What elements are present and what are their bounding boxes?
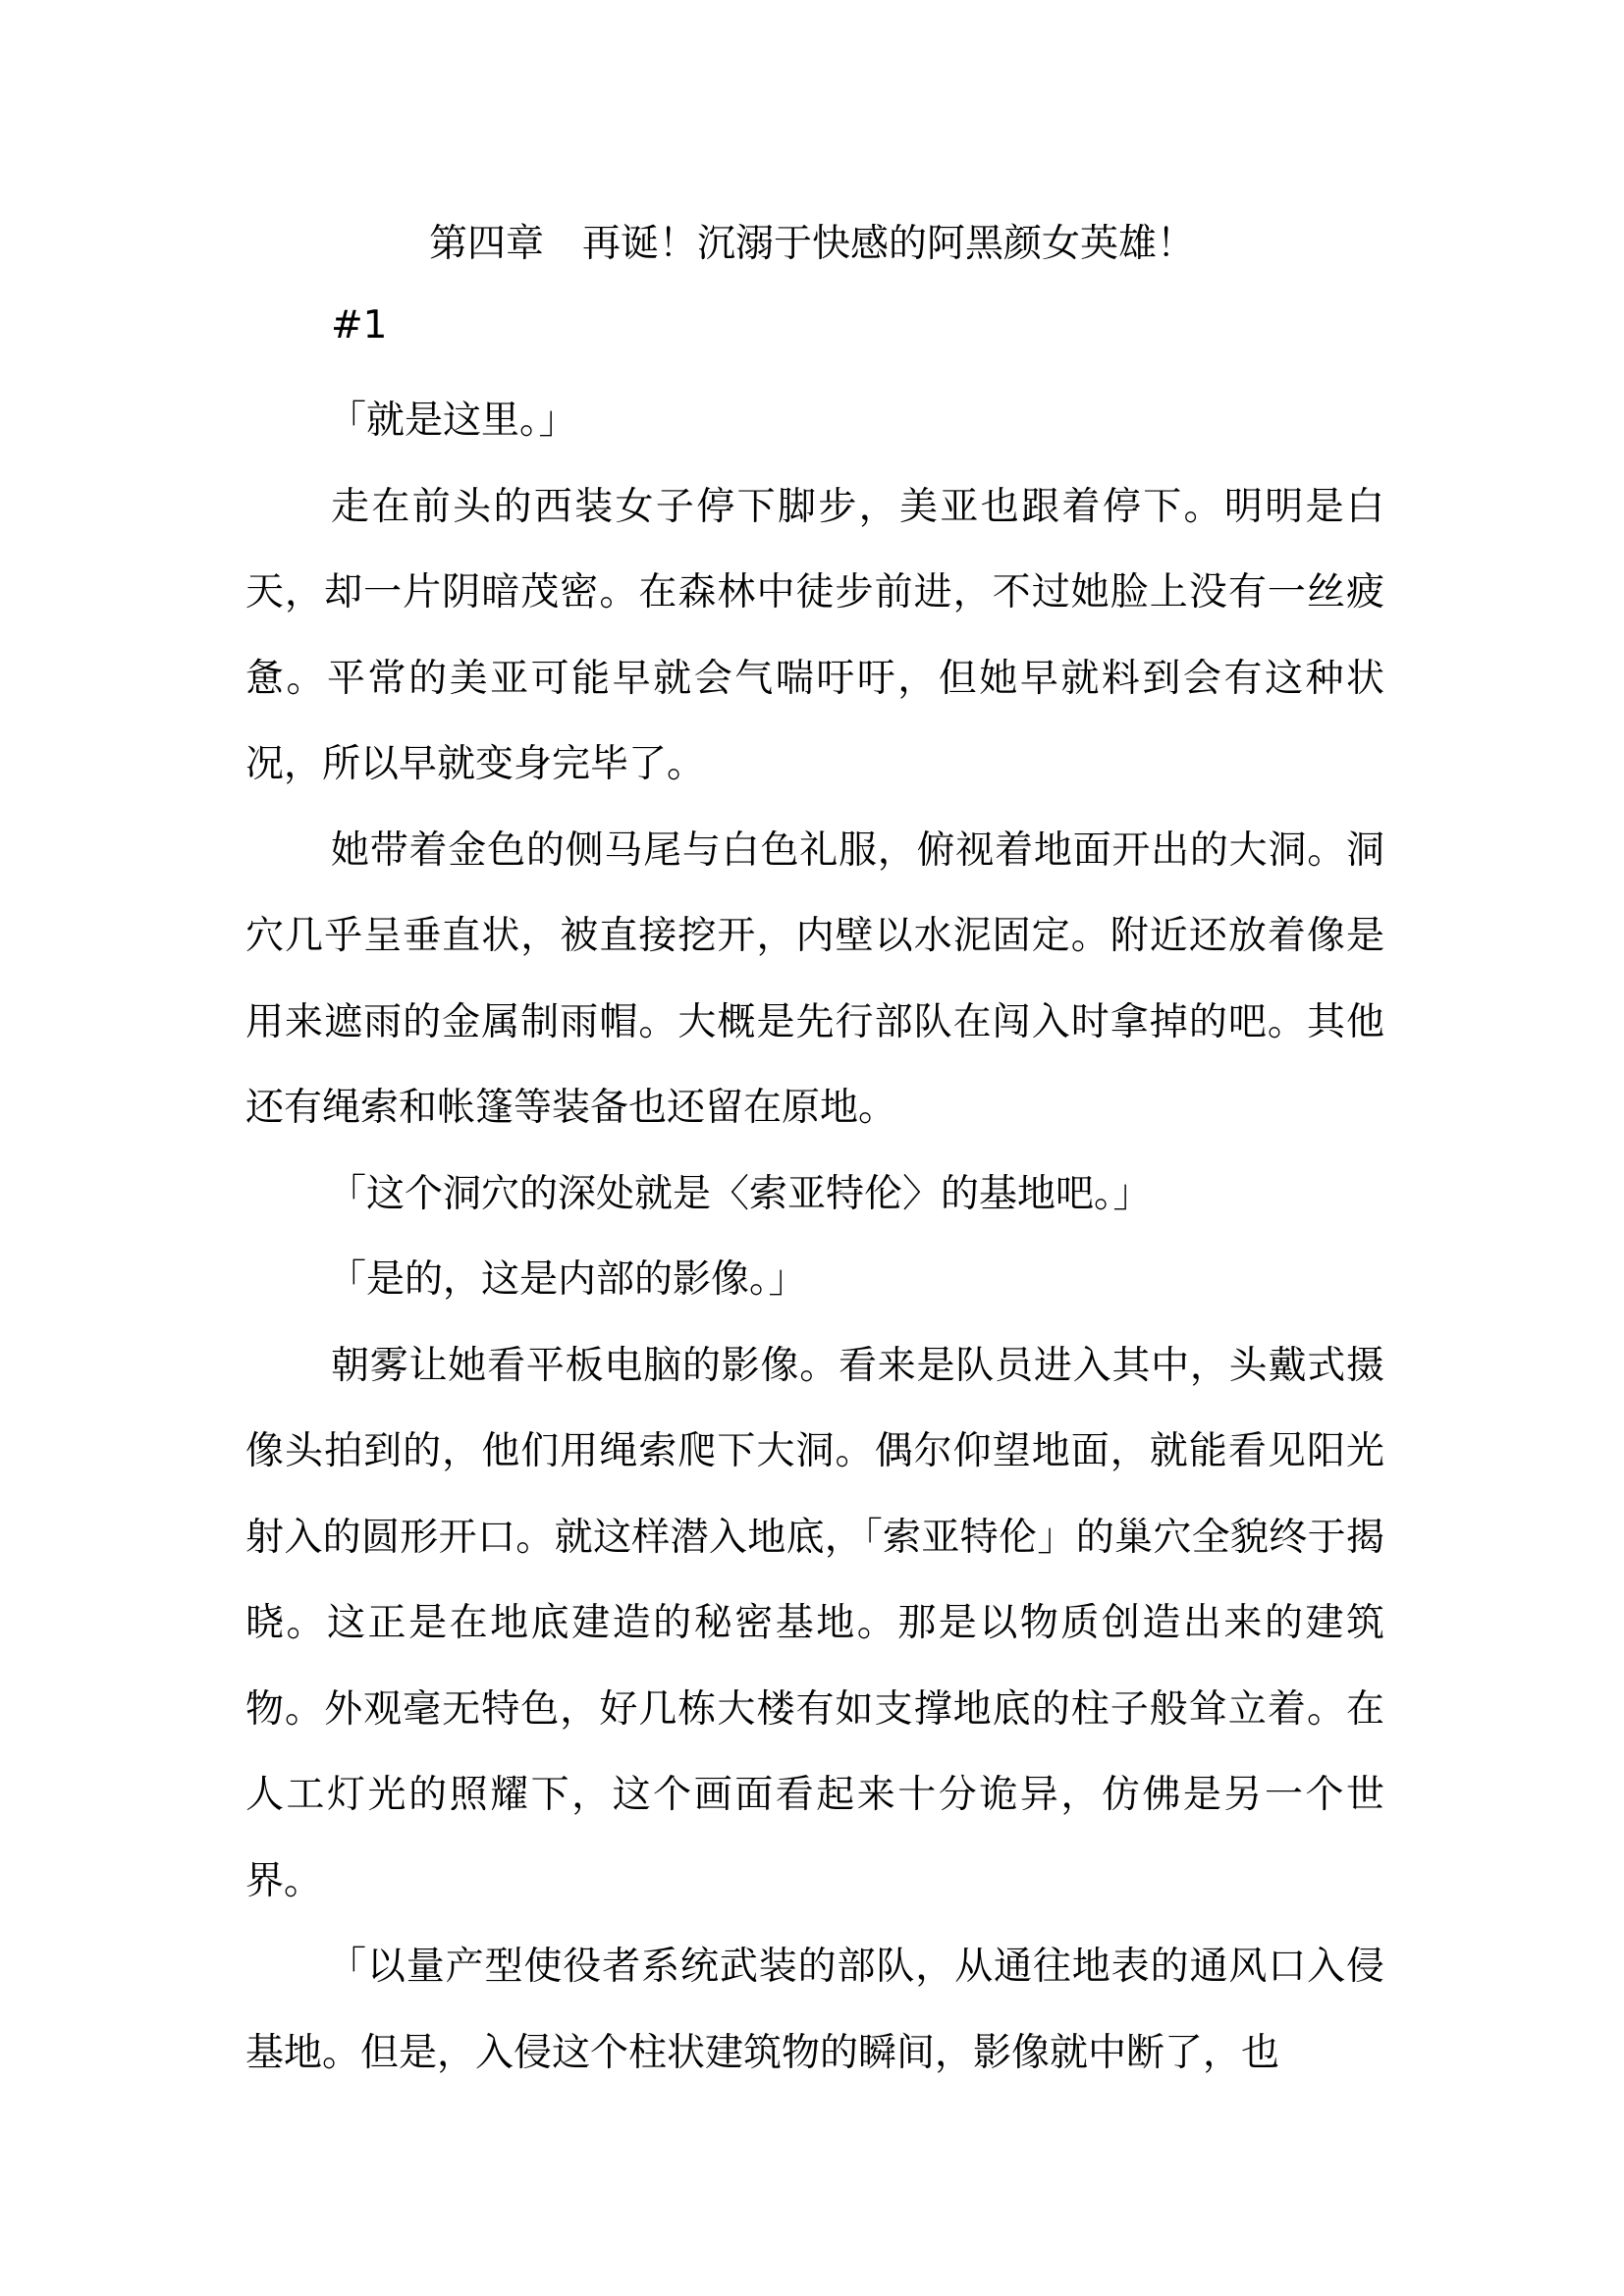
paragraph-1: 「就是这里。」: [328, 399, 577, 443]
paragraph-7: 「以量产型使役者系统武装的部队，从通往地表的通风口入侵基地。但是，入侵这个柱状建筑物的瞬间，影像就中断了，也: [245, 1945, 1384, 2075]
chapter-title: 第四章 再诞！沉溺于快感的阿黑颜女英雄！: [428, 222, 1195, 266]
paragraph-6: 朝雾让她看平板电脑的影像。看来是队员进入其中，头戴式摄像头拍到的，他们用绳索爬下大洞。偶尔仰望地面，就能看见阳光射入的圆形开口。就这样潜入地底，「索亚特伦」的巢穴全貌终于揭晓。这正是在地底建造的秘密基地。那是以物质创造出来的建筑物。外观毫无特色，好几栋大楼有如支撑地底的柱子般耸立着。在人工灯光的照耀下，这个画面看起来十分诡异，仿佛是另一个世界。: [245, 1343, 1384, 1903]
paragraph-5: 「是的，这是内部的影像。」: [328, 1257, 807, 1302]
section-marker: #1: [331, 303, 388, 347]
body-text: [245, 378, 1384, 2096]
paragraph-2: 走在前头的西装女子停下脚步，美亚也跟着停下。明明是白天，却一片阴暗茂密。在森林中徒步前进，不过她脸上没有一丝疲惫。平常的美亚可能早就会气喘吁吁，但她早就料到会有这种状况，所以早就变身完毕了。: [245, 484, 1384, 786]
paragraph-4: 「这个洞穴的深处就是〈索亚特伦〉的基地吧。」: [328, 1171, 1152, 1216]
paragraph-3: 她带着金色的侧马尾与白色礼服，俯视着地面开出的大洞。洞穴几乎呈垂直状，被直接挖开，内壁以水泥固定。附近还放着像是用来遮雨的金属制雨帽。大概是先行部队在闯入时拿掉的吧。其他还有绳索和帐篷等装备也还留在原地。: [245, 828, 1384, 1130]
